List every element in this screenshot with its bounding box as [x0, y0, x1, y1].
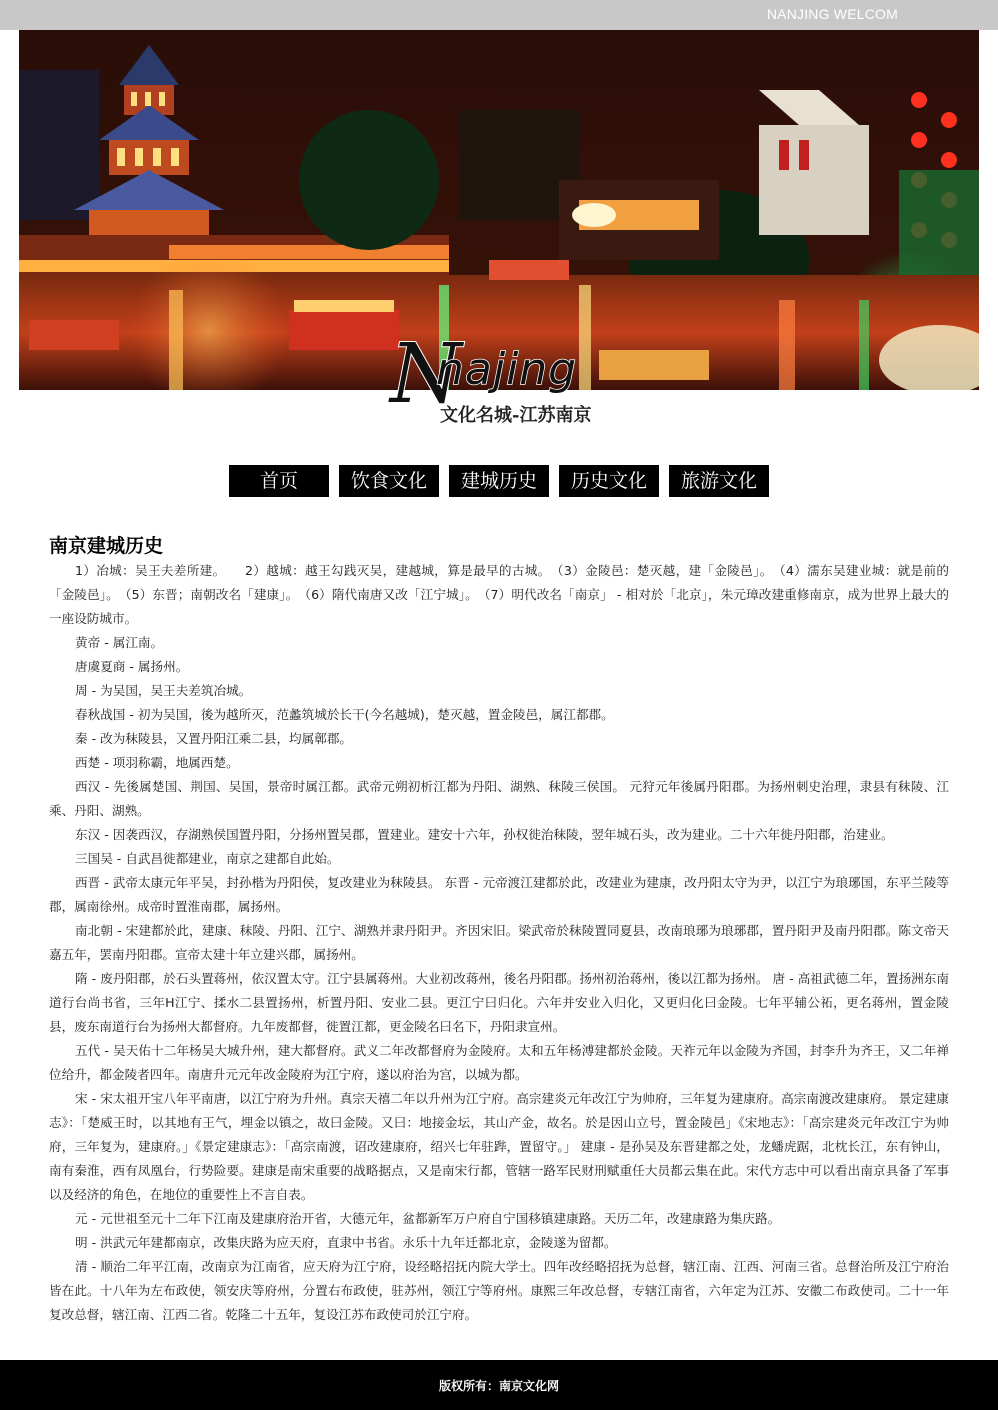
nav-item-history-culture[interactable]: 历史文化	[559, 465, 659, 497]
article-paragraph: 西晋 - 武帝太康元年平吴，封孙楷为丹阳侯，复改建业为秣陵县。 东晋 - 元帝渡江建都於此，改建业为建康，改丹阳太守为尹，以江宁为琅琊国，东平兰陵等郡，属南徐州。成帝时置淮南郡，属扬州。	[49, 875, 949, 914]
banner-image	[19, 30, 979, 395]
main-nav	[229, 465, 769, 497]
article	[49, 533, 949, 1327]
article-paragraph: 清 - 顺治二年平江南，改南京为江南省，应天府为江宁府，设经略招抚内院大学士。四年改经略招抚为总督，辖江南、江西、河南三省。总督治所及江宁府治皆在此。十八年为左布政使，领安庆等府州，分置右布政使，驻苏州，领江宁等府州。康熙三年改总督，专辖江南省，六年定为江苏、安徽二布政使司。二十一年复改总督，辖江南、江西二省。乾隆二十五年，复设江苏布政使司於江宁府。	[49, 1259, 949, 1322]
logo-subtitle: 文化名城-江苏南京	[440, 405, 592, 426]
article-paragraph: 隋 - 废丹阳郡，於石头置蒋州，依汉置太守。江宁县属蒋州。大业初改蒋州，後名丹阳郡。扬州初治蒋州，後以江都为扬州。 唐 - 高祖武德二年，置扬洲东南道行台尚书省，三年H江宁、揉水二县置扬州，析置丹阳、安业二县。更江宁曰归化。六年并安业入归化，又更归化曰金陵。七年平辅公祏，更名蒋州，置金陵县，废东南道行台为扬州大都督府。九年废都督，徙置江都，更金陵名曰名下，丹阳隶宣州。	[49, 971, 949, 1034]
article-paragraph: 周 - 为吴国，吴王夫差筑冶城。	[75, 683, 252, 698]
nav-item-home[interactable]: 首页	[229, 465, 329, 497]
article-paragraph: 春秋战国 - 初为吴国，後为越所灭，范蠡筑城於长干(今名越城)，楚灭越，置金陵邑，属江都郡。	[75, 707, 614, 722]
article-paragraph: 五代 - 吴天佑十二年杨吴大城升州，建大都督府。武义二年改都督府为金陵府。太和五年杨溥建都於金陵。天祚元年以金陵为齐国，封李升为齐王，又二年禅位给升，都金陵者四年。南唐升元元年改金陵府为江宁府，遂以府治为宫，以城为都。	[49, 1043, 949, 1082]
nav-item-travel-culture[interactable]: 旅游文化	[669, 465, 769, 497]
logo-wordmark: najing	[436, 344, 578, 395]
article-paragraph: 西楚 - 项羽称霸，地属西楚。	[75, 755, 239, 770]
article-paragraph: 宋 - 宋太祖开宝八年平南唐，以江宁府为升州。真宗天禧二年以升州为江宁府。高宗建炎元年改江宁为帅府，三年复为建康府。高宗南渡改建康府。 景定建康志》：「楚威王时，以其地有王气，埋金以镇之，故曰金陵。又曰：地接金坛，其山产金，故名。於是因山立号，置金陵邑」《宋地志》：「高宗建炎元年改江宁为帅府，三年复为，建康府。」《景定建康志》：「高宗南渡，诏改建康府，绍兴七年驻跸，置留守。」 建康 - 是孙吴及东晋建都之处，龙蟠虎踞，北枕长江，东有钟山，南有秦淮，西有凤凰台，行势险要。建康是南宋重要的战略据点，又是南宋行都，管辖一路军民财刑赋重任大员都云集在此。宋代方志中可以看出南京具备了军事以及经济的角色，在地位的重要性上不言自表。	[49, 1091, 949, 1202]
copyright-text: 版权所有：南京文化网	[438, 1379, 559, 1393]
logo-letter-n: N	[390, 327, 462, 422]
top-bar	[0, 0, 998, 30]
article-paragraph: 黄帝 - 属江南。	[75, 635, 164, 650]
site-logo[interactable]	[390, 327, 630, 438]
article-paragraph: 东汉 - 因袭西汉，存湖熟侯国置丹阳，分扬州置吴郡，置建业。建安十六年，孙权徙治秣陵，翌年城石头，改为建业。二十六年徙丹阳郡，治建业。	[75, 827, 894, 842]
nav-item-city-history[interactable]: 建城历史	[449, 465, 549, 497]
article-paragraph: 唐虞夏商 - 属扬州。	[75, 659, 189, 674]
article-paragraph: 明 - 洪武元年建都南京，改集庆路为应天府，直隶中书省。永乐十九年迁都北京，金陵遂为留都。	[75, 1235, 617, 1250]
footer	[0, 1360, 998, 1410]
nav-item-food-culture[interactable]: 饮食文化	[339, 465, 439, 497]
article-paragraph: 1）冶城：吴王夫差所建。 2）越城：越王勾践灭吴，建越城，算是最早的古城。 （3）金陵邑：楚灭越，建「金陵邑」。 （4）濡东吴建业城：就是前的「金陵邑」。 （5）东晋；南朝改名「建康」。 （6）隋代南唐又改「江宁城」。 （7）明代改名「南京」 - 相对於「北京」，朱元璋改建重修南京，成为世界上最大的一座设防城市。	[49, 563, 949, 626]
article-title: 南京建城历史	[49, 535, 164, 557]
article-paragraph: 秦 - 改为秣陵县，又置丹阳江乘二县，均属鄣郡。	[75, 731, 353, 746]
article-paragraph: 西汉 - 先後属楚国、荆国、吴国，景帝时属江都。武帝元朔初析江都为丹阳、湖熟、秣陵三侯国。 元狩元年後属丹阳郡。为扬州刺史治理，隶县有秣陵、江乘、丹阳、湖熟。	[49, 779, 949, 818]
article-paragraph: 三国吴 - 自武昌徙都建业，南京之建都自此始。	[75, 851, 340, 866]
article-paragraph: 元 - 元世祖至元十二年下江南及建康府治开省，大德元年，盆都新军万户府自宁国移镇建康路。天历二年，改建康路为集庆路。	[75, 1211, 781, 1226]
welcome-text: NANJING WELCOM	[766, 6, 898, 22]
article-paragraph: 南北朝 - 宋建都於此，建康、秣陵、丹阳、江宁、湖熟并隶丹阳尹。齐因宋旧。梁武帝於秣陵置同夏县，改南琅琊为琅琊郡，置丹阳尹及南丹阳郡。陈文帝天嘉五年，罢南丹阳郡。宣帝太建十年立建兴郡，属扬州。	[49, 923, 949, 962]
